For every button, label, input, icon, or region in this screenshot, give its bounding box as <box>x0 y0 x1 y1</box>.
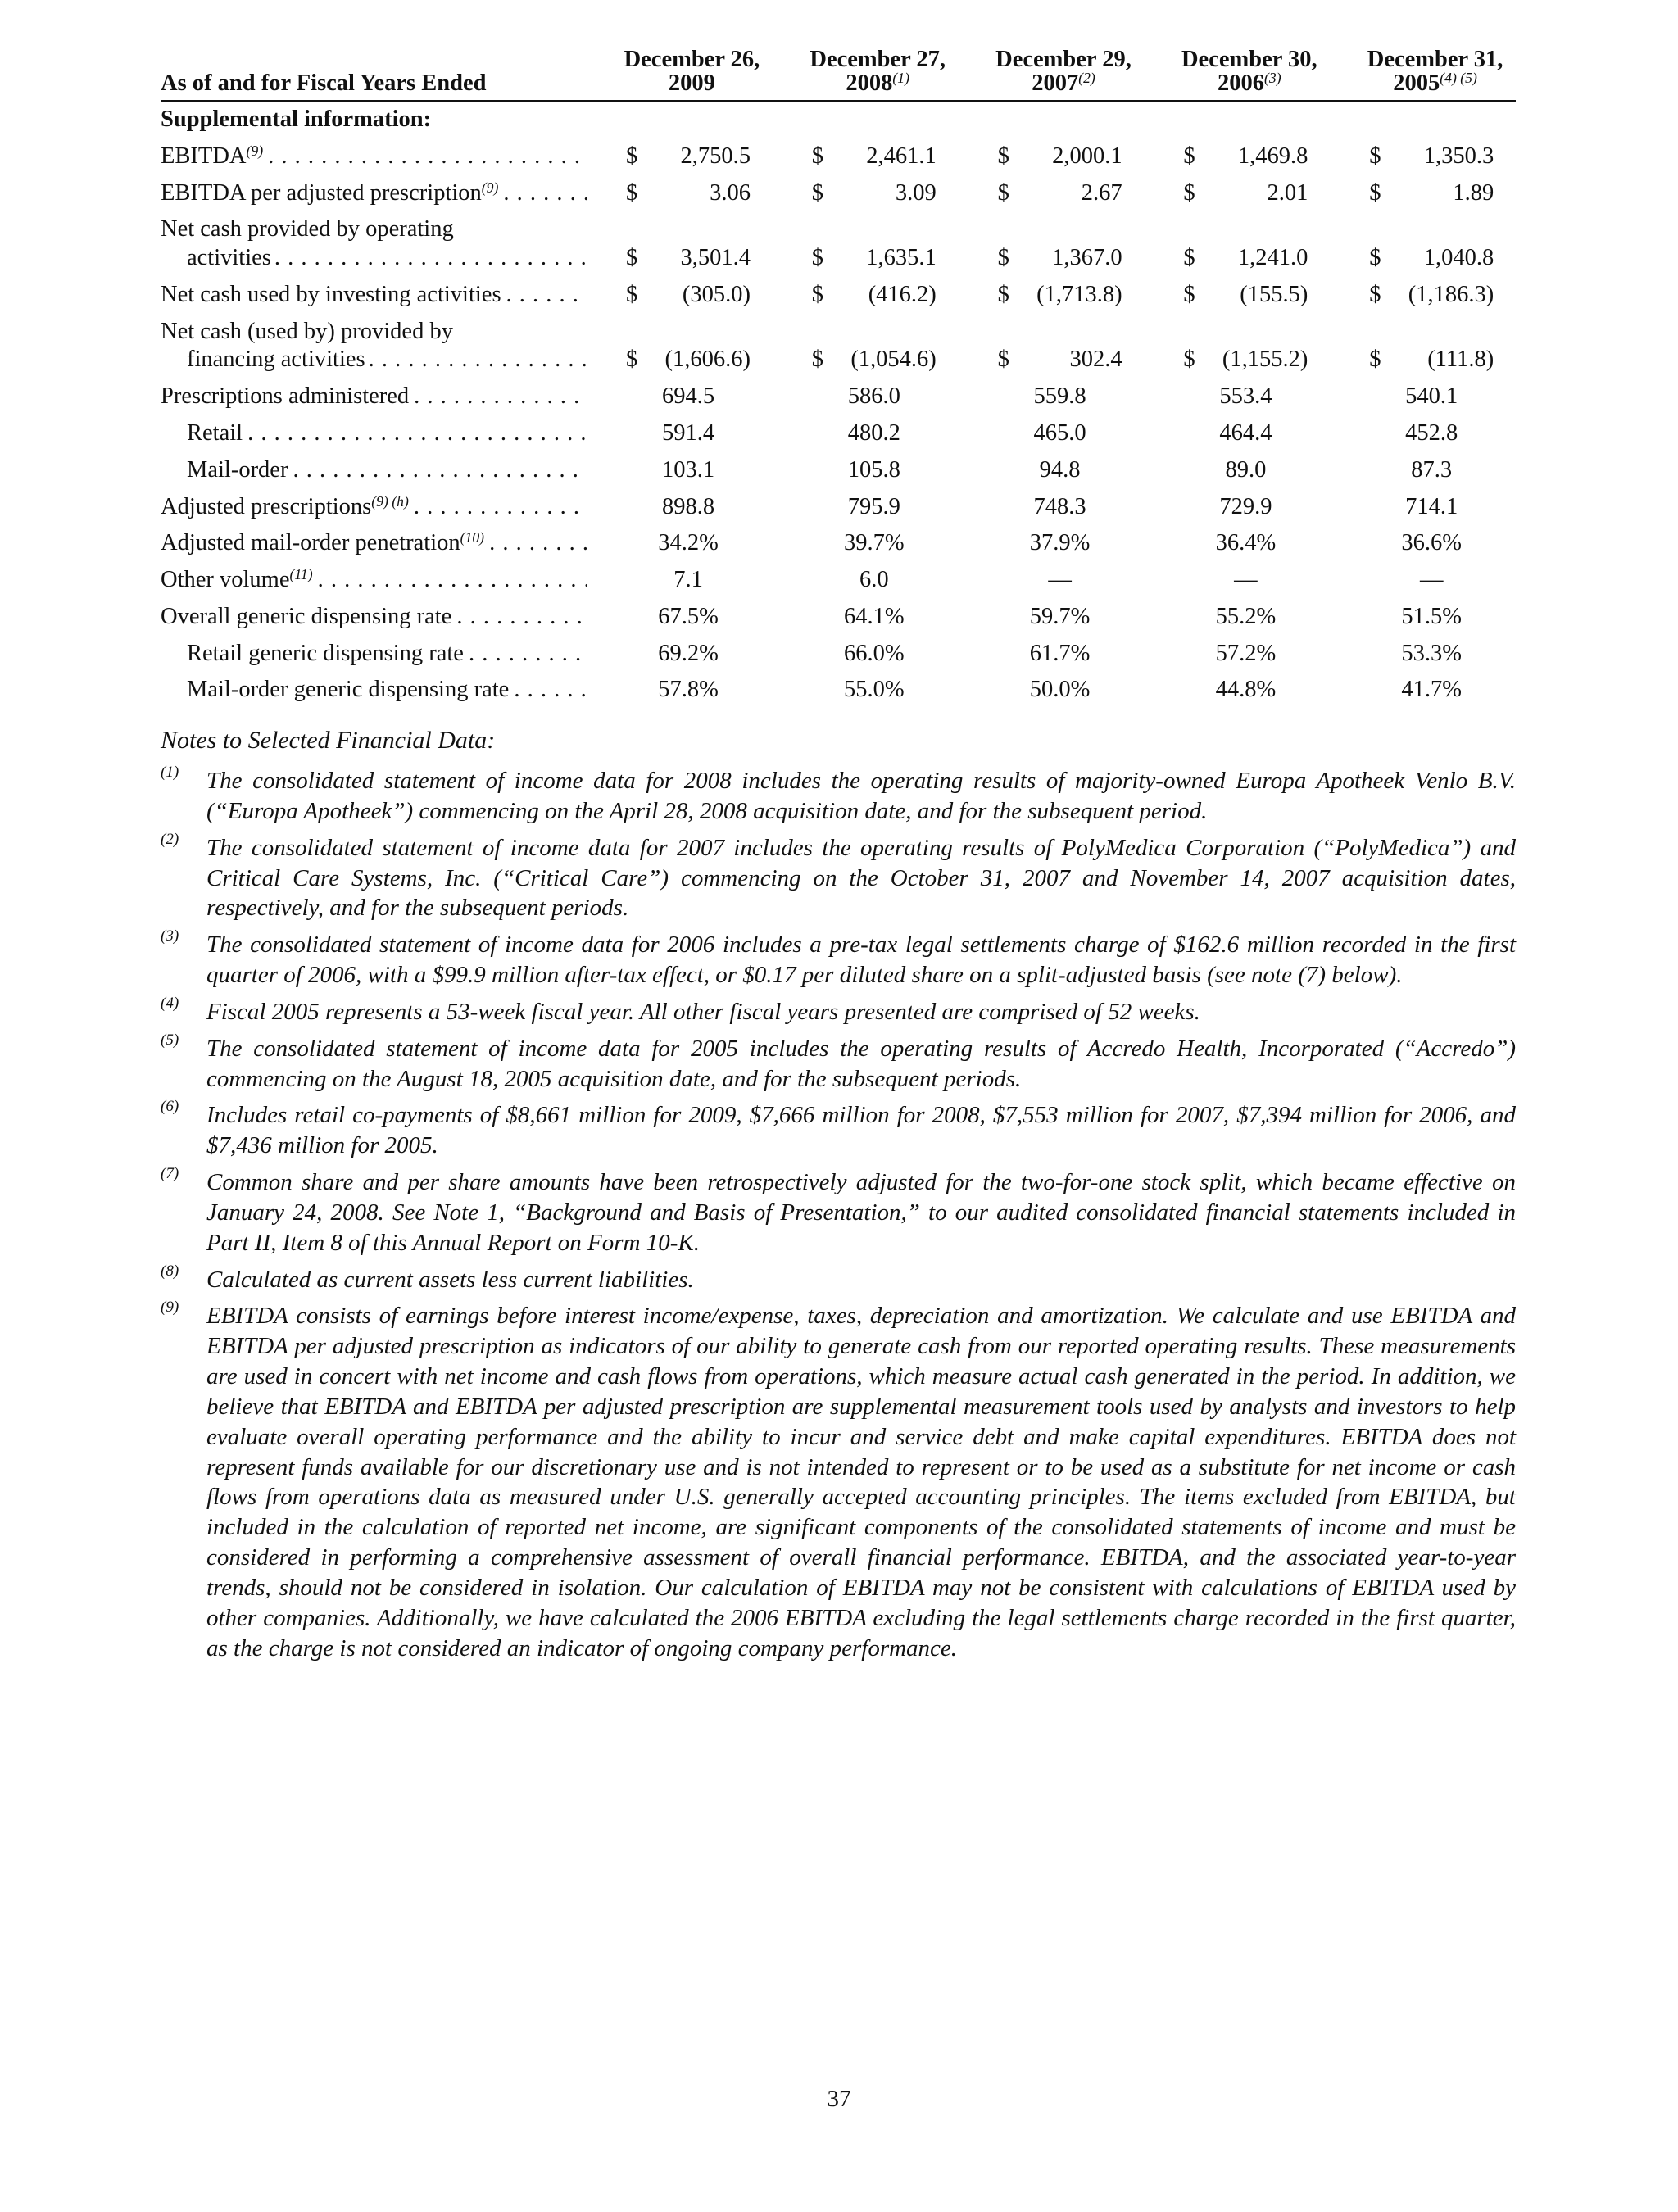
cell-value: (1,155.2) <box>1222 347 1308 373</box>
page-number: 37 <box>827 2086 851 2112</box>
cell-value: 55.2% <box>1215 603 1277 629</box>
table-row <box>161 599 1516 636</box>
cell-value: (305.0) <box>682 281 751 307</box>
cell-value: 729.9 <box>1219 493 1272 519</box>
row-label <box>161 599 587 636</box>
cell-value: 89.0 <box>1225 456 1267 483</box>
currency-symbol: $ <box>1369 281 1381 307</box>
cell-value: 3.09 <box>895 179 937 206</box>
row-label <box>161 562 587 599</box>
currency-symbol: $ <box>626 143 638 169</box>
data-cell <box>773 672 959 709</box>
data-cell <box>773 138 959 175</box>
currency-symbol: $ <box>1183 179 1195 206</box>
table-row <box>161 211 1516 277</box>
data-cell <box>1144 562 1330 599</box>
data-cell <box>1330 277 1516 314</box>
row-label <box>161 138 587 175</box>
data-cell <box>587 452 773 489</box>
cell-value: 714.1 <box>1405 493 1458 519</box>
cell-value: 591.4 <box>661 420 715 446</box>
column-header: December 30, 2006$^{(3)}$ <box>1144 48 1330 101</box>
table-row <box>161 489 1516 526</box>
cell-value: 67.5% <box>658 603 719 629</box>
notes-list <box>161 766 1516 1663</box>
data-cell <box>773 415 959 452</box>
cell-value: 452.8 <box>1405 420 1458 446</box>
data-cell <box>773 636 959 673</box>
data-cell <box>587 175 773 212</box>
currency-symbol: $ <box>1183 347 1195 373</box>
data-cell <box>959 452 1145 489</box>
data-cell <box>959 599 1145 636</box>
data-cell <box>1330 672 1516 709</box>
data-cell <box>1144 489 1330 526</box>
footnote-ref: (9) <box>481 179 499 196</box>
cell-value: 6.0 <box>859 567 889 593</box>
cell-value: 898.8 <box>661 493 715 519</box>
cell-value: 41.7% <box>1401 677 1462 703</box>
cell-value: 2.01 <box>1267 179 1308 206</box>
row-label-text: Retail generic dispensing rate <box>187 640 464 666</box>
table-row <box>161 277 1516 314</box>
data-cell <box>1330 452 1516 489</box>
footnote-ref: (10) <box>460 529 485 546</box>
cell-value: 465.0 <box>1033 420 1086 446</box>
data-cell <box>773 378 959 415</box>
selected-financial-data-table <box>161 48 1516 709</box>
currency-symbol: $ <box>811 179 824 206</box>
data-cell <box>587 525 773 562</box>
notes-title: Notes to Selected Financial Data: <box>161 727 496 755</box>
cell-value: 53.3% <box>1401 640 1462 666</box>
footnote-ref: (9) <box>246 143 264 160</box>
row-label <box>161 672 587 709</box>
data-cell <box>959 378 1145 415</box>
currency-symbol: $ <box>626 281 638 307</box>
footnote-marker: (7) <box>161 1165 179 1183</box>
cell-value: 480.2 <box>847 420 900 446</box>
data-cell <box>773 211 959 277</box>
data-cell <box>587 378 773 415</box>
table-row <box>161 314 1516 379</box>
cell-value: 44.8% <box>1215 677 1277 703</box>
data-cell <box>959 525 1145 562</box>
data-cell <box>587 562 773 599</box>
data-cell <box>773 525 959 562</box>
data-cell <box>773 562 959 599</box>
footnote-text: The consolidated statement of income data for 2005 includes the operating results of Accredo Health, Incorporated (“Accredo”) commencing on the August 18, 2005 acquisition date, and for the subsequent periods. <box>206 1035 1516 1092</box>
data-cell <box>1330 211 1516 277</box>
data-cell <box>587 277 773 314</box>
data-cell <box>959 138 1145 175</box>
currency-symbol: $ <box>997 281 1009 307</box>
cell-value: 1,241.0 <box>1237 245 1308 271</box>
currency-symbol: $ <box>626 245 638 271</box>
row-label <box>161 378 587 415</box>
currency-symbol: $ <box>1369 347 1381 373</box>
cell-value: 51.5% <box>1401 603 1462 629</box>
document-page <box>161 48 1516 1670</box>
currency-symbol: $ <box>1183 143 1195 169</box>
data-cell <box>959 672 1145 709</box>
table-row <box>161 672 1516 709</box>
data-cell <box>773 314 959 379</box>
row-label-text: Prescriptions administered <box>161 383 410 410</box>
cell-value: 64.1% <box>843 603 905 629</box>
data-cell <box>1330 599 1516 636</box>
data-cell <box>1330 314 1516 379</box>
footnote-text: The consolidated statement of income data for 2007 includes the operating results of PolyMedica Corporation (“PolyMedica”) and Critical Care Systems, Inc. (“Critical Care”) commencing on the October 31, 2007 and November 14, 2007 acquisition dates, respectively, and for the subsequent periods. <box>206 834 1516 922</box>
row-label <box>161 525 587 562</box>
cell-value: 1,040.8 <box>1423 245 1494 271</box>
data-cell <box>1330 378 1516 415</box>
currency-symbol: $ <box>811 143 824 169</box>
data-cell <box>1330 636 1516 673</box>
footnote-marker: (2) <box>161 830 179 848</box>
data-cell <box>587 211 773 277</box>
data-cell <box>587 489 773 526</box>
cell-value: (111.8) <box>1427 347 1494 373</box>
column-header: December 29, 2007$^{(2)}$ <box>959 48 1145 101</box>
data-cell <box>959 277 1145 314</box>
currency-symbol: $ <box>811 347 824 373</box>
cell-value: 7.1 <box>673 567 703 593</box>
cell-value: 94.8 <box>1039 456 1081 483</box>
cell-value: 1,350.3 <box>1423 143 1494 169</box>
footnote-marker: (3) <box>161 927 179 945</box>
row-label-line2: financing activities <box>187 347 365 373</box>
cell-value: (1,186.3) <box>1408 281 1494 307</box>
cell-value: 50.0% <box>1029 677 1091 703</box>
cell-value: (155.5) <box>1240 281 1308 307</box>
footnote <box>161 830 1516 923</box>
data-cell <box>959 562 1145 599</box>
data-cell <box>773 277 959 314</box>
data-cell <box>773 175 959 212</box>
cell-value: 2,750.5 <box>680 143 751 169</box>
cell-value: 87.3 <box>1411 456 1453 483</box>
cell-value: 464.4 <box>1219 420 1272 446</box>
row-label-text: EBITDA <box>161 143 247 169</box>
cell-value: — <box>1234 567 1258 593</box>
row-label-text: EBITDA per adjusted prescription <box>161 179 482 206</box>
row-label <box>161 314 587 379</box>
table-row <box>161 415 1516 452</box>
data-cell <box>1144 452 1330 489</box>
footnote <box>161 927 1516 990</box>
data-cell <box>1144 211 1330 277</box>
cell-value: (1,713.8) <box>1036 281 1122 307</box>
footnote-marker: (1) <box>161 764 179 782</box>
row-label-text: Mail-order generic dispensing rate <box>187 677 510 703</box>
table-row <box>161 175 1516 212</box>
footnote-text: The consolidated statement of income data for 2006 includes a pre-tax legal settlements charge of $162.6 million recorded in the first quarter of 2006, with a $99.9 million after-tax effect, or $0.17 per diluted share on a split-adjusted basis (see note (7) below). <box>206 931 1516 989</box>
table-row <box>161 636 1516 673</box>
data-cell <box>959 314 1145 379</box>
row-label-text: Net cash used by investing activities <box>161 281 501 307</box>
data-cell <box>1330 489 1516 526</box>
currency-symbol: $ <box>1369 245 1381 271</box>
footnote-text: Common share and per share amounts have been retrospectively adjusted for the two-for-one stock split, which became effective on January 24, 2008. See Note 1, “Background and Basis of Presentation,” to our audited consolidated financial statements included in Part II, Item 8 of this Annual Report on Form 10-K. <box>206 1169 1516 1256</box>
cell-value: 37.9% <box>1029 530 1091 556</box>
cell-value: 57.2% <box>1215 640 1277 666</box>
data-cell <box>1144 636 1330 673</box>
footnote-text: The consolidated statement of income data for 2008 includes the operating results of majority-owned Europa Apotheek Venlo B.V. (“Europa Apotheek”) commencing on the April 28, 2008 acquisition date, and for the subsequent period. <box>206 768 1516 824</box>
cell-value: 3,501.4 <box>680 245 751 271</box>
cell-value: 3.06 <box>710 179 751 206</box>
cell-value: 1,635.1 <box>866 245 937 271</box>
data-cell <box>1144 525 1330 562</box>
footnote <box>161 1100 1516 1161</box>
cell-value: 553.4 <box>1219 383 1272 410</box>
data-cell <box>1144 672 1330 709</box>
currency-symbol: $ <box>1369 143 1381 169</box>
cell-value: 540.1 <box>1405 383 1458 410</box>
footnote <box>161 1301 1516 1663</box>
currency-symbol: $ <box>997 245 1009 271</box>
footnote-ref: (11) <box>289 566 313 583</box>
data-cell <box>1144 415 1330 452</box>
cell-value: 694.5 <box>661 383 715 410</box>
column-header: December 31, $2005^{(4) (5)}$ <box>1330 48 1516 101</box>
row-label-text: Retail <box>187 420 243 446</box>
table-row <box>161 378 1516 415</box>
currency-symbol: $ <box>811 281 824 307</box>
data-cell <box>587 314 773 379</box>
data-cell <box>1330 138 1516 175</box>
footnote-marker: (9) <box>161 1299 179 1317</box>
table-row <box>161 525 1516 562</box>
data-cell <box>1144 175 1330 212</box>
row-label <box>161 636 587 673</box>
row-label-line1: Net cash (used by) provided by <box>161 318 453 344</box>
row-label-line2: activities <box>187 245 271 271</box>
footnote-marker: (5) <box>161 1031 179 1049</box>
data-cell <box>587 415 773 452</box>
cell-value: 1,367.0 <box>1052 245 1122 271</box>
currency-symbol: $ <box>1183 245 1195 271</box>
footnote <box>161 766 1516 827</box>
cell-value: 55.0% <box>843 677 905 703</box>
table-header-row <box>161 48 1516 101</box>
data-cell <box>587 672 773 709</box>
cell-value: (1,606.6) <box>664 347 751 373</box>
row-label <box>161 211 587 277</box>
cell-value: 36.4% <box>1215 530 1277 556</box>
cell-value: 795.9 <box>847 493 900 519</box>
cell-value: 2.67 <box>1081 179 1122 206</box>
row-label-line1: Net cash provided by operating <box>161 216 454 243</box>
row-label <box>161 175 587 212</box>
cell-value: 748.3 <box>1033 493 1086 519</box>
cell-value: 1,469.8 <box>1237 143 1308 169</box>
data-cell <box>1144 378 1330 415</box>
table-row <box>161 562 1516 599</box>
cell-value: 1.89 <box>1453 179 1494 206</box>
footnote-marker: (4) <box>161 994 179 1012</box>
data-cell <box>1330 525 1516 562</box>
footnote <box>161 1167 1516 1258</box>
cell-value: 103.1 <box>661 456 715 483</box>
row-label <box>161 452 587 489</box>
currency-symbol: $ <box>626 347 638 373</box>
cell-value: — <box>1048 567 1072 593</box>
data-cell <box>1144 138 1330 175</box>
row-label-text: Adjusted prescriptions <box>161 493 372 519</box>
currency-symbol: $ <box>997 143 1009 169</box>
data-cell <box>773 489 959 526</box>
currency-symbol: $ <box>1183 281 1195 307</box>
footnote-text: Fiscal 2005 represents a 53-week fiscal year. All other fiscal years presented are comprised of 52 weeks. <box>206 998 1200 1025</box>
cell-value: 34.2% <box>658 530 719 556</box>
footnote <box>161 994 1516 1027</box>
data-cell <box>959 415 1145 452</box>
table-row <box>161 452 1516 489</box>
cell-value: 2,461.1 <box>866 143 937 169</box>
data-cell <box>587 636 773 673</box>
cell-value: (416.2) <box>868 281 937 307</box>
cell-value: 39.7% <box>843 530 905 556</box>
cell-value: 105.8 <box>847 456 900 483</box>
header-label: As of and for Fiscal Years Ended <box>161 48 587 101</box>
currency-symbol: $ <box>811 245 824 271</box>
data-cell <box>587 599 773 636</box>
footnote-marker: (6) <box>161 1098 179 1116</box>
data-cell <box>587 138 773 175</box>
footnote-text: Includes retail co-payments of $8,661 million for 2009, $7,666 million for 2008, $7,553 million for 2007, $7,394 million for 2006, and $7,436 million for 2005. <box>206 1102 1516 1159</box>
data-cell <box>959 489 1145 526</box>
cell-value: 57.8% <box>658 677 719 703</box>
footnote-ref: (9) (h) <box>371 492 409 510</box>
cell-value: — <box>1419 567 1444 593</box>
cell-value: (1,054.6) <box>850 347 937 373</box>
data-cell <box>1144 277 1330 314</box>
section-heading: Supplemental information: <box>161 107 432 133</box>
column-header: December 27, 2008$^{(1)}$ <box>773 48 959 101</box>
section-heading-row <box>161 101 1516 138</box>
cell-value: 586.0 <box>847 383 900 410</box>
cell-value: 69.2% <box>658 640 719 666</box>
data-cell <box>959 211 1145 277</box>
data-cell <box>1330 415 1516 452</box>
data-cell <box>959 175 1145 212</box>
row-label <box>161 277 587 314</box>
data-cell <box>1144 314 1330 379</box>
currency-symbol: $ <box>1369 179 1381 206</box>
column-header: December 26, 2009 <box>587 48 773 101</box>
cell-value: 302.4 <box>1069 347 1122 373</box>
currency-symbol: $ <box>626 179 638 206</box>
cell-value: 36.6% <box>1401 530 1462 556</box>
cell-value: 59.7% <box>1029 603 1091 629</box>
cell-value: 61.7% <box>1029 640 1091 666</box>
row-label-text: Adjusted mail-order penetration <box>161 530 460 556</box>
data-cell <box>1144 599 1330 636</box>
row-label <box>161 489 587 526</box>
row-label-text: Overall generic dispensing rate <box>161 603 452 629</box>
table-row <box>161 138 1516 175</box>
currency-symbol: $ <box>997 179 1009 206</box>
currency-symbol: $ <box>997 347 1009 373</box>
row-label-text: Mail-order <box>187 456 288 483</box>
data-cell <box>959 636 1145 673</box>
data-cell <box>773 452 959 489</box>
cell-value: 2,000.1 <box>1052 143 1122 169</box>
footnote-text: Calculated as current assets less current liabilities. <box>206 1266 694 1293</box>
footnote <box>161 1031 1516 1095</box>
cell-value: 559.8 <box>1033 383 1086 410</box>
data-cell <box>1330 175 1516 212</box>
row-label-text: Other volume <box>161 567 290 593</box>
data-cell <box>1330 562 1516 599</box>
footnote-text: EBITDA consists of earnings before interest income/expense, taxes, depreciation and amortization. We calculate and use EBITDA and EBITDA per adjusted prescription as indicators of our ability to generate cash from our reported operating results. These measurements are used in concert with net income and cash flows from operations, which measure actual cash generated in the period. In addition, we believe that EBITDA and EBITDA per adjusted prescription are supplemental measurement tools used by analysts and investors to help evaluate overall operating performance and the ability to incur and service debt and make capital expenditures. EBITDA does not represent funds available for our discretionary use and is not intended to represent or to be used as a substitute for net income or cash flows from operations data as measured under U.S. generally accepted accounting principles. The items excluded from EBITDA, but included in the calculation of reported net income, are significant components of the consolidated statements of income and must be considered in performing a comprehensive assessment of overall financial performance. EBITDA, and the associated year-to-year trends, should not be considered in isolation. Our calculation of EBITDA may not be consistent with calculations of EBITDA used by other companies. Additionally, we have calculated the 2006 EBITDA excluding the legal settlements charge recorded in the first quarter, as the charge is not considered an indicator of ongoing company performance. <box>206 1303 1516 1661</box>
footnote <box>161 1262 1516 1295</box>
data-cell <box>773 599 959 636</box>
cell-value: 66.0% <box>843 640 905 666</box>
row-label <box>161 415 587 452</box>
footnote-marker: (8) <box>161 1262 179 1280</box>
